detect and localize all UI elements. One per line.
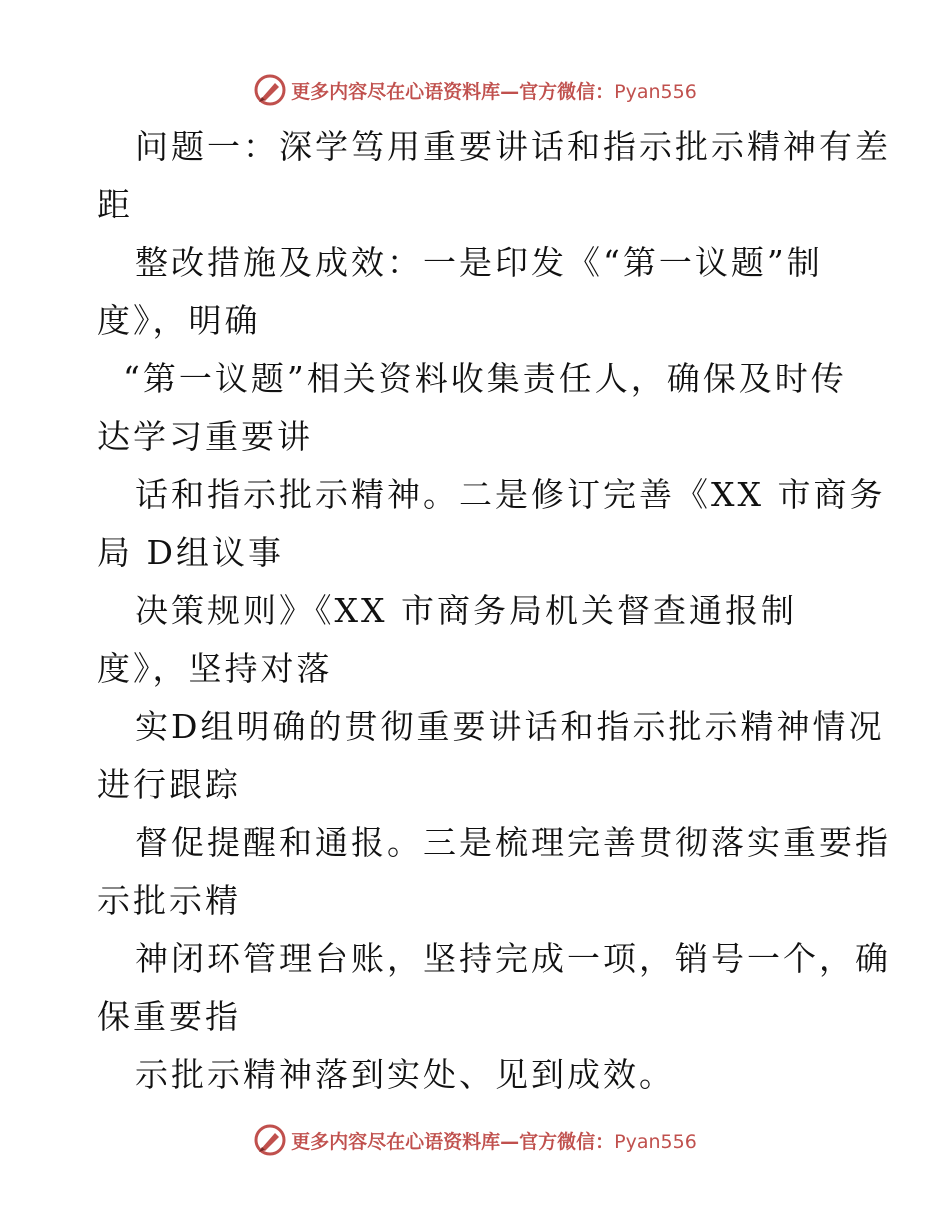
document-body <box>97 118 891 1104</box>
paragraph-line: 决策规则》《XX 市商务局机关督查通报制 <box>135 591 797 630</box>
paragraph-line: 示批示精神落到实处、见到成效。 <box>135 1055 675 1094</box>
paragraph-line: 话和指示批示精神。二是修订完善《XX 市商务 <box>135 475 886 514</box>
paragraph-line: 保重要指 <box>97 997 241 1036</box>
paragraph-line: 督促提醒和通报。三是梳理完善贯彻落实重要指 <box>135 823 891 862</box>
paragraph-line: 示批示精 <box>97 881 241 920</box>
paragraph-line: 神闭环管理台账，坚持完成一项，销号一个，确 <box>135 939 891 978</box>
paragraph-line: 实D组明确的贯彻重要讲话和指示批示精神情况 <box>135 707 885 746</box>
watermark-text: 更多内容尽在心语资料库—官方微信：Pyan556 <box>291 1130 697 1153</box>
header-watermark <box>0 70 950 110</box>
pen-logo-icon <box>253 1123 287 1157</box>
paragraph-line: 问题一：深学笃用重要讲话和指示批示精神有差 <box>135 127 891 166</box>
pen-logo-icon <box>253 73 287 107</box>
paragraph-line: 度》，明确 <box>97 301 261 340</box>
paragraph-line: 度》，坚持对落 <box>97 649 333 688</box>
paragraph-line: 整改措施及成效：一是印发《“第一议题”制 <box>135 243 823 282</box>
paragraph-line: “第一议题”相关资料收集责任人，确保及时传 <box>123 359 847 398</box>
footer-watermark <box>0 1120 950 1160</box>
paragraph-line: 进行跟踪 <box>97 765 241 804</box>
paragraph-line: 距 <box>97 185 133 224</box>
paragraph-line: 局 D组议事 <box>97 533 284 572</box>
watermark-text: 更多内容尽在心语资料库—官方微信：Pyan556 <box>291 80 697 103</box>
paragraph-line: 达学习重要讲 <box>97 417 313 456</box>
